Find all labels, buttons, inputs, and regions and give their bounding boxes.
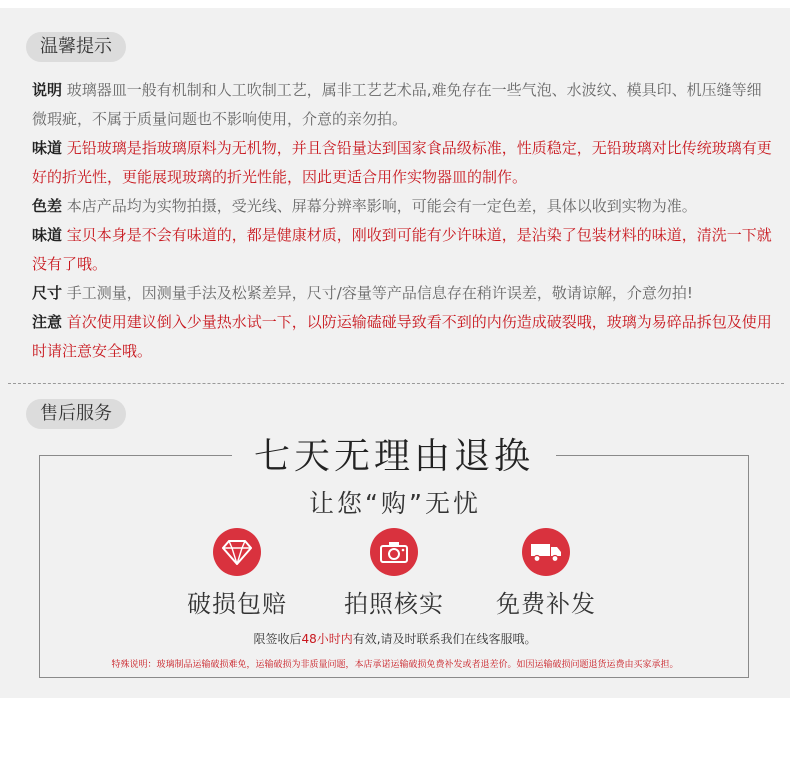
tip-text: 本店产品均为实物拍摄，受光线、屏幕分辨率影响，可能会有一定色差，具体以收到实物为准。 bbox=[66, 197, 697, 215]
tip-text: 无铅玻璃是指玻璃原料为无机物，并且含铅量达到国家食品级标准，性质稳定，无铅玻璃对比传统玻璃有更好的折光性，更能展现玻璃的折光性能，因此更适合用作实物器皿的制作。 bbox=[32, 139, 772, 186]
feature-free-reshipment bbox=[486, 528, 606, 619]
tip-row-color bbox=[32, 192, 774, 221]
tip-label: 色差 bbox=[32, 197, 63, 215]
tip-row-smell bbox=[32, 221, 774, 279]
truck-icon bbox=[522, 528, 570, 576]
tip-row-size bbox=[32, 279, 774, 308]
service-subtitle: 让您“购”无忧 bbox=[309, 489, 481, 518]
validity-period bbox=[0, 630, 790, 647]
service-title: 七天无理由退换 bbox=[232, 433, 556, 481]
service-heading: 售后服务 bbox=[26, 399, 126, 429]
feature-damage-compensation bbox=[177, 528, 297, 619]
tip-row-caution bbox=[32, 308, 774, 366]
feature-label: 拍照核实 bbox=[344, 590, 444, 618]
tip-text: 手工测量，因测量手法及松紧差异，尺寸/容量等产品信息存在稍许误差，敬请谅解，介意勿拍! bbox=[66, 284, 693, 302]
tip-label: 味道 bbox=[32, 139, 63, 157]
tip-text: 首次使用建议倒入少量热水试一下，以防运输磕碰导致看不到的内伤造成破裂哦，玻璃为易碎品拆包及使用时请注意安全哦。 bbox=[32, 313, 772, 360]
tip-text: 玻璃器皿一般有机制和人工吹制工艺，属非工艺艺术品,难免存在一些气泡、水波纹、模具印、机压缝等细微瑕疵，不属于质量问题也不影响使用，介意的亲勿拍。 bbox=[32, 81, 762, 128]
tip-label: 说明 bbox=[32, 81, 63, 99]
section-divider bbox=[8, 383, 784, 384]
period-highlight: 48小时内 bbox=[301, 632, 353, 646]
special-note: 特殊说明：玻璃制品运输破损难免，运输破损为非质量问题，本店承诺运输破损免费补发或者退差价。如因运输破损问题退货运费由买家承担。 bbox=[111, 660, 679, 670]
tip-label: 尺寸 bbox=[32, 284, 63, 302]
tips-heading: 温馨提示 bbox=[26, 32, 126, 62]
tip-text: 宝贝本身是不会有味道的，都是健康材质，刚收到可能有少许味道，是沾染了包装材料的味道，清洗一下就没有了哦。 bbox=[32, 226, 772, 273]
period-text: 限签收后 bbox=[253, 632, 302, 646]
diamond-icon bbox=[213, 528, 261, 576]
feature-label: 免费补发 bbox=[496, 590, 596, 618]
tip-label: 味道 bbox=[32, 226, 63, 244]
feature-photo-verify bbox=[334, 528, 454, 619]
tip-row-taste bbox=[32, 134, 774, 192]
tip-row-description bbox=[32, 76, 774, 134]
camera-icon bbox=[370, 528, 418, 576]
feature-label: 破损包赔 bbox=[187, 590, 287, 618]
tips-list bbox=[32, 76, 774, 366]
tip-label: 注意 bbox=[32, 313, 63, 331]
period-text: 有效,请及时联系我们在线客服哦。 bbox=[352, 632, 537, 646]
